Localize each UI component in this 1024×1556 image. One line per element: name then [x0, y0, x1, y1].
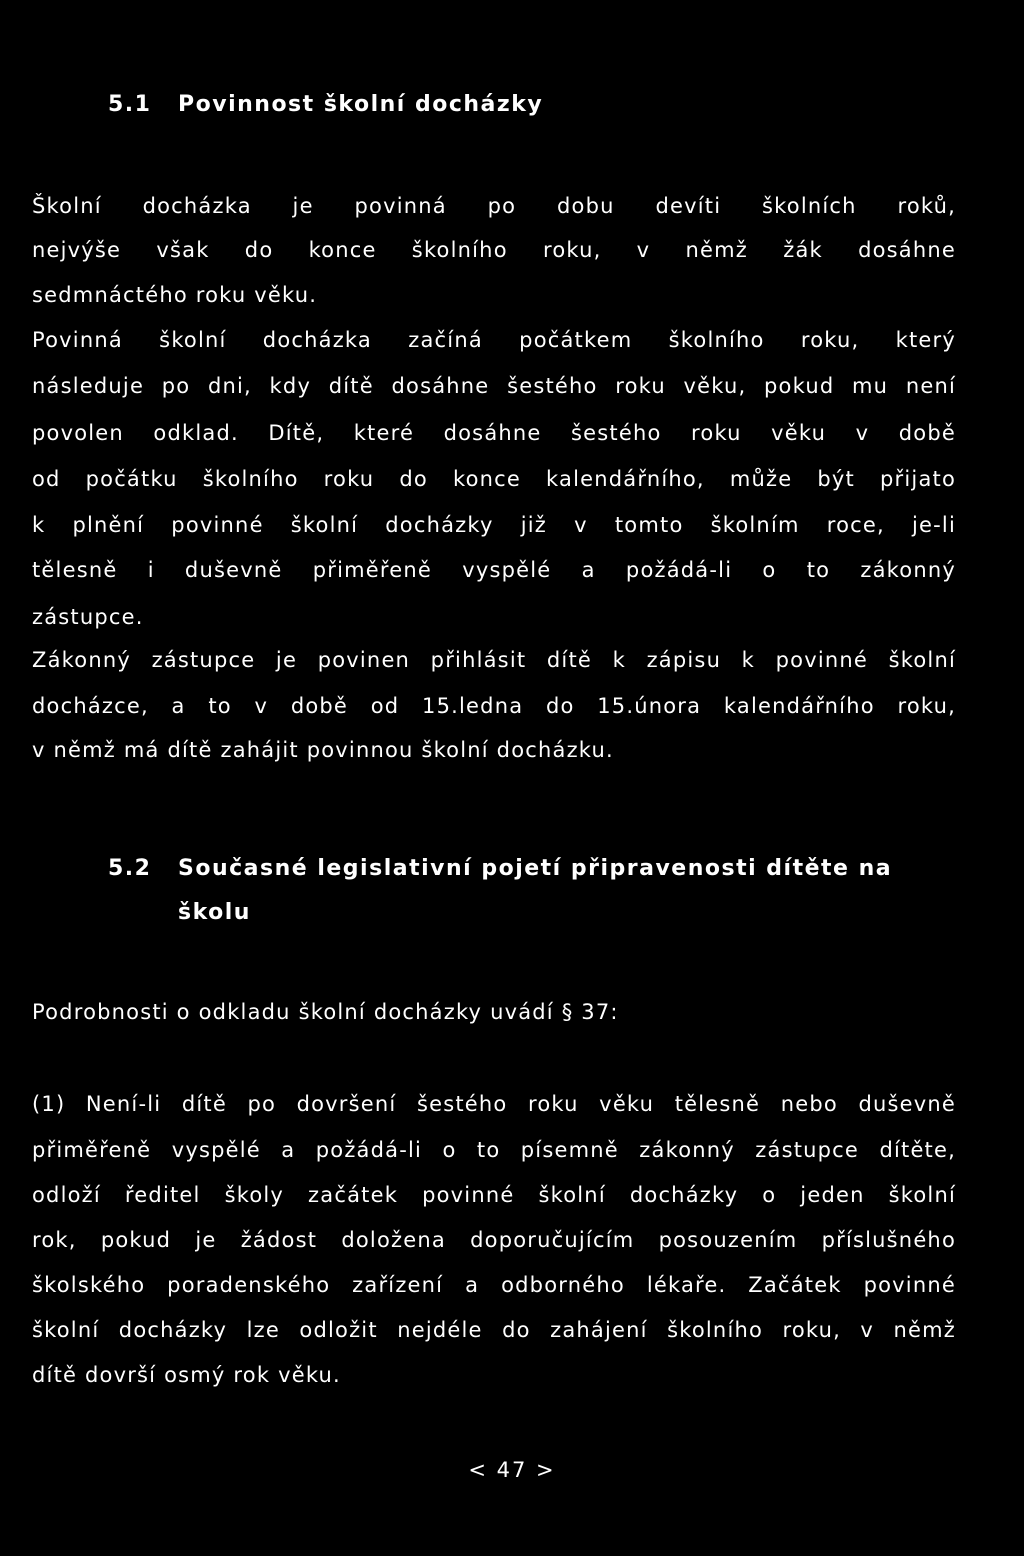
section-heading-5-2: [108, 856, 892, 881]
paragraph-line: Zákonný zástupce je povinen přihlásit dítě k zápisu k povinné školní: [32, 648, 956, 672]
paragraph-line: školského poradenského zařízení a odborného lékaře. Začátek povinné: [32, 1273, 956, 1297]
section-title: Povinnost školní docházky: [178, 92, 544, 117]
paragraph-line: sedmnáctého roku věku.: [32, 283, 318, 307]
paragraph-line: dítě dovrší osmý rok věku.: [32, 1363, 341, 1387]
intro-line: Podrobnosti o odkladu školní docházky uvádí § 37:: [32, 1000, 619, 1024]
paragraph-line: zástupce.: [32, 605, 144, 629]
section-title: Současné legislativní pojetí připravenosti dítěte na: [178, 856, 893, 881]
section-number: 5.1: [108, 92, 152, 117]
paragraph-line: následuje po dni, kdy dítě dosáhne šestého roku věku, pokud mu není: [32, 374, 956, 398]
paragraph-line: rok, pokud je žádost doložena doporučujícím posouzením příslušného: [32, 1228, 956, 1252]
paragraph-line: od počátku školního roku do konce kalendářního, může být přijato: [32, 467, 956, 491]
paragraph-line: Povinná školní docházka začíná počátkem školního roku, který: [32, 328, 956, 352]
page-number: < 47 >: [468, 1458, 556, 1482]
paragraph-line: školní docházky lze odložit nejdéle do zahájení školního roku, v němž: [32, 1318, 956, 1342]
section-title-continued: školu: [178, 900, 251, 925]
paragraph-line: nejvýše však do konce školního roku, v němž žák dosáhne: [32, 238, 956, 262]
section-heading-5-1: [108, 92, 543, 117]
paragraph-line: přiměřeně vyspělé a požádá-li o to písemně zákonný zástupce dítěte,: [32, 1138, 956, 1162]
paragraph-line: v němž má dítě zahájit povinnou školní docházku.: [32, 738, 614, 762]
section-heading-5-2-continued: [178, 900, 251, 925]
paragraph-line: odloží ředitel školy začátek povinné školní docházky o jeden školní: [32, 1183, 956, 1207]
paragraph-line: tělesně i duševně přiměřeně vyspělé a požádá-li o to zákonný: [32, 558, 956, 582]
paragraph-line: k plnění povinné školní docházky již v tomto školním roce, je-li: [32, 513, 956, 537]
paragraph-line: docházce, a to v době od 15.ledna do 15.února kalendářního roku,: [32, 694, 956, 718]
paragraph-line: (1) Není-li dítě po dovršení šestého roku věku tělesně nebo duševně: [32, 1092, 956, 1116]
paragraph-line: Školní docházka je povinná po dobu devíti školních roků,: [32, 194, 956, 218]
paragraph-line: povolen odklad. Dítě, které dosáhne šestého roku věku v době: [32, 421, 956, 445]
section-number: 5.2: [108, 856, 152, 881]
